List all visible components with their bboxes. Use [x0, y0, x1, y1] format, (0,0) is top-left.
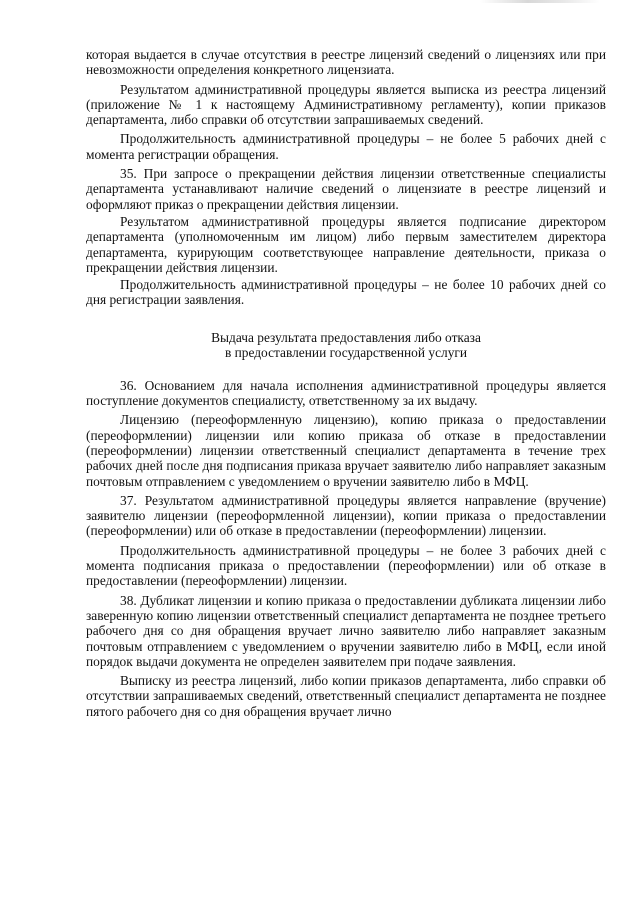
- paragraph-item-38: 38. Дубликат лицензии и копию приказа о предоставлении дубликата лицензии либо заверенную копию лицензии ответственный специалист департамента не позднее третьего рабочего дня со дня обращения вручает лично заявителю либо направляет заказным почтовым отправлением с уведомлением о вручении заявителю либо в МФЦ, если иной порядок выдачи документа не определен заявителем при подаче заявления.: [86, 592, 606, 669]
- paragraph-duration-10-days: Продолжительность административной процедуры – не более 10 рабочих дней со дня регистрации заявления.: [86, 277, 606, 308]
- paragraph-item-37: 37. Результатом административной процедуры является направление (вручение) заявителю лицензии (переоформленной лицензии), копии приказа о предоставлении (переоформлении) или об отказе в предоставлении (переоформлении) лицензии.: [86, 492, 606, 539]
- paragraph-item-35: 35. При запросе о прекращении действия лицензии ответственные специалисты департамента устанавливают наличие сведений о лицензиате в реестре лицензий и оформляют приказ о прекращении действия лицензии.: [86, 166, 606, 212]
- paragraph-duration-3-days: Продолжительность административной процедуры – не более 3 рабочих дней с момента подписания приказа о предоставлении (переоформлении) или об отказе в предоставлении (переоформлении) лицензии.: [86, 542, 606, 589]
- section-heading: [86, 330, 606, 361]
- scan-edge-mark: [480, 0, 600, 3]
- paragraph-result-signing: Результатом административной процедуры является подписание директором департамента (уполномоченным им лицом) либо первым заместителем директора департамента, курирующим соответствующее направление деятельности, приказа о прекращении действия лицензии.: [86, 213, 606, 275]
- paragraph-result-extract: Результатом административной процедуры является выписка из реестра лицензий (приложение № 1 к настоящему Административному регламенту), копии приказов департамента, либо справки об отсутствии запрашиваемых сведений.: [86, 81, 606, 128]
- paragraph-continuation: которая выдается в случае отсутствия в реестре лицензий сведений о лицензиях или при невозможности определения конкретного лицензиата.: [86, 47, 606, 78]
- paragraph-license-delivery: Лицензию (переоформленную лицензию), копию приказа о предоставлении (переоформлении) лицензии или копию приказа об отказе в предоставлении (переоформлении) лицензии ответственный специалист департамента в течение трех рабочих дней после дня подписания приказа вручает заявителю либо направляет заказным почтовым отправлением с уведомлением о вручении заявителю либо в МФЦ.: [86, 412, 606, 489]
- paragraph-extract-delivery: Выписку из реестра лицензий, либо копии приказов департамента, либо справки об отсутствии запрашиваемых сведений, ответственный специалист департамента не позднее пятого рабочего дня со дня обращения вручает лично: [86, 673, 606, 719]
- section-heading-line-1: Выдача результата предоставления либо отказа: [211, 329, 481, 345]
- section-heading-line-2: в предоставлении государственной услуги: [224, 345, 468, 361]
- paragraph-item-36: 36. Основанием для начала исполнения административной процедуры является поступление документов специалисту, ответственному за их выдачу.: [86, 377, 606, 409]
- document-page: [86, 47, 606, 723]
- paragraph-duration-5-days: Продолжительность административной процедуры – не более 5 рабочих дней с момента регистрации обращения.: [86, 131, 606, 162]
